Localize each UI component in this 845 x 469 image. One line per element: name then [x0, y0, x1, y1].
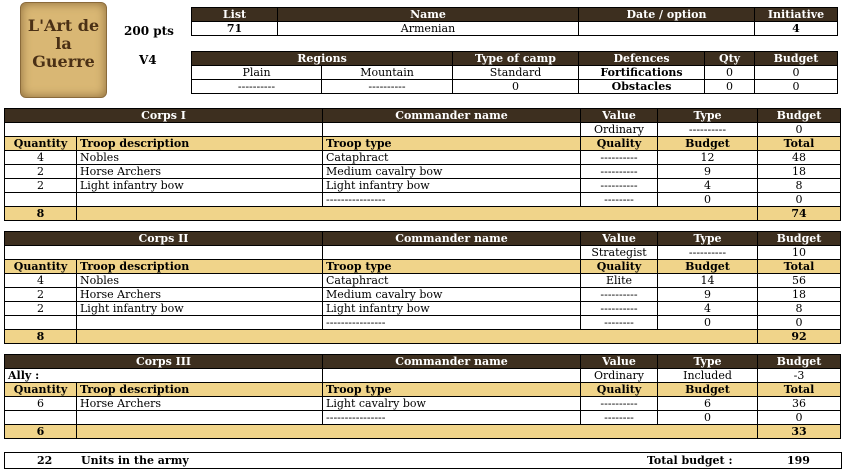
troop-quantity	[5, 411, 77, 425]
troop-quantity: 2	[5, 165, 77, 179]
value-header: Value	[581, 355, 658, 369]
corps-table	[4, 231, 841, 344]
unit-budget-header: Budget	[658, 137, 758, 151]
points-value: 200 pts	[124, 24, 174, 38]
troop-description: Nobles	[77, 151, 323, 165]
quality-header: Quality	[581, 383, 658, 397]
troop-total: 36	[758, 397, 841, 411]
corps-quantity-sum: 8	[5, 207, 77, 221]
total-header: Total	[758, 383, 841, 397]
troop-total: 8	[758, 179, 841, 193]
troop-quantity: 2	[5, 179, 77, 193]
troop-description	[77, 193, 323, 207]
troop-type: Cataphract	[323, 151, 581, 165]
troop-type: ----------------	[323, 411, 581, 425]
version-label: V4	[139, 53, 157, 67]
troop-type: ----------------	[323, 316, 581, 330]
obstacles-label: Obstacles	[579, 80, 705, 94]
value-header: Value	[581, 232, 658, 246]
troop-description: Nobles	[77, 274, 323, 288]
troop-type: Light infantry bow	[323, 179, 581, 193]
troop-total: 8	[758, 302, 841, 316]
troop-budget: 9	[658, 288, 758, 302]
ally-label: Ally :	[5, 369, 323, 383]
fortifications-budget: 0	[755, 66, 838, 80]
troop-description: Light infantry bow	[77, 179, 323, 193]
corps-quantity-sum: 8	[5, 330, 77, 344]
troop-type: Light infantry bow	[323, 302, 581, 316]
fortifications-label: Fortifications	[579, 66, 705, 80]
fortifications-qty: 0	[705, 66, 755, 80]
region-mountain: Mountain	[322, 66, 453, 80]
defences-header: Defences	[579, 52, 705, 66]
commander-value: Strategist	[581, 246, 658, 260]
commander-header: Commander name	[323, 355, 581, 369]
budget-header: Budget	[758, 232, 841, 246]
quality-header: Quality	[581, 137, 658, 151]
troop-type: Light cavalry bow	[323, 397, 581, 411]
corps-total-sum: 74	[758, 207, 841, 221]
commander-budget: 10	[758, 246, 841, 260]
troop-description	[77, 411, 323, 425]
corps-quantity-sum: 6	[5, 425, 77, 439]
troop-type-header: Troop type	[323, 260, 581, 274]
commander-value: Ordinary	[581, 369, 658, 383]
obstacles-budget: 0	[755, 80, 838, 94]
army-summary	[4, 452, 842, 469]
value-header: Value	[581, 109, 658, 123]
quantity-header: Quantity	[5, 137, 77, 151]
troop-type-header: Troop type	[323, 137, 581, 151]
commander-type: ----------	[658, 123, 758, 137]
logo-text: L'Art de la Guerre	[27, 16, 100, 71]
unit-budget-header: Budget	[658, 383, 758, 397]
troop-row	[5, 302, 841, 316]
troop-total: 0	[758, 411, 841, 425]
commander-budget: -3	[758, 369, 841, 383]
corps-total-sum: 33	[758, 425, 841, 439]
ally-label	[5, 123, 323, 137]
troop-quality: ----------	[581, 165, 658, 179]
troop-budget: 0	[658, 411, 758, 425]
troop-description	[77, 316, 323, 330]
troop-description: Horse Archers	[77, 288, 323, 302]
troop-row	[5, 316, 841, 330]
troop-type: Medium cavalry bow	[323, 165, 581, 179]
type-header: Type	[658, 232, 758, 246]
troop-quality: --------	[581, 193, 658, 207]
commander-header: Commander name	[323, 232, 581, 246]
troop-row	[5, 397, 841, 411]
army-name: Armenian	[278, 22, 579, 36]
troop-budget: 0	[658, 193, 758, 207]
corps-name: Corps I	[5, 109, 323, 123]
list-header: List	[192, 8, 278, 22]
total-budget-value: 199	[787, 454, 810, 467]
troop-budget: 9	[658, 165, 758, 179]
troop-row	[5, 288, 841, 302]
camp-header: Type of camp	[453, 52, 579, 66]
troop-total: 0	[758, 193, 841, 207]
troop-type: Medium cavalry bow	[323, 288, 581, 302]
quantity-header: Quantity	[5, 383, 77, 397]
troop-row	[5, 179, 841, 193]
units-count: 22	[37, 454, 53, 467]
troop-quantity: 2	[5, 288, 77, 302]
troop-quality: Elite	[581, 274, 658, 288]
troop-description-header: Troop description	[77, 383, 323, 397]
date-value	[579, 22, 755, 36]
troop-type-header: Troop type	[323, 383, 581, 397]
type-header: Type	[658, 355, 758, 369]
troop-quality: --------	[581, 411, 658, 425]
total-budget-label: Total budget :	[647, 454, 733, 467]
corps-name: Corps II	[5, 232, 323, 246]
corps-table	[4, 108, 841, 221]
troop-row	[5, 411, 841, 425]
troop-budget: 6	[658, 397, 758, 411]
troop-quantity: 4	[5, 151, 77, 165]
commander-type: Included	[658, 369, 758, 383]
commander-name	[323, 246, 581, 260]
troop-row	[5, 193, 841, 207]
region-plain: Plain	[192, 66, 322, 80]
corps-sum-spacer	[77, 425, 758, 439]
troop-quantity	[5, 193, 77, 207]
troop-description: Horse Archers	[77, 165, 323, 179]
troop-row	[5, 165, 841, 179]
troop-description-header: Troop description	[77, 137, 323, 151]
camp-budget: 0	[453, 80, 579, 94]
unit-budget-header: Budget	[658, 260, 758, 274]
troop-budget: 4	[658, 302, 758, 316]
commander-header: Commander name	[323, 109, 581, 123]
regions-table	[191, 51, 838, 94]
units-label: Units in the army	[81, 454, 189, 467]
ally-label	[5, 246, 323, 260]
troop-quality: --------	[581, 316, 658, 330]
list-value: 71	[192, 22, 278, 36]
troop-quality: ----------	[581, 151, 658, 165]
troop-total: 0	[758, 316, 841, 330]
initiative-header: Initiative	[755, 8, 838, 22]
troop-type: ----------------	[323, 193, 581, 207]
troop-quantity: 4	[5, 274, 77, 288]
troop-quality: ----------	[581, 397, 658, 411]
troop-total: 56	[758, 274, 841, 288]
troop-total: 18	[758, 288, 841, 302]
troop-total: 48	[758, 151, 841, 165]
budget-header: Budget	[758, 109, 841, 123]
troop-quantity: 2	[5, 302, 77, 316]
budget-header: Budget	[755, 52, 838, 66]
commander-budget: 0	[758, 123, 841, 137]
troop-total: 18	[758, 165, 841, 179]
initiative-value: 4	[755, 22, 838, 36]
troop-budget: 12	[658, 151, 758, 165]
total-header: Total	[758, 260, 841, 274]
troop-description: Horse Archers	[77, 397, 323, 411]
name-header: Name	[278, 8, 579, 22]
troop-type: Cataphract	[323, 274, 581, 288]
commander-name	[323, 369, 581, 383]
troop-budget: 0	[658, 316, 758, 330]
quality-header: Quality	[581, 260, 658, 274]
corps-sum-spacer	[77, 207, 758, 221]
date-header: Date / option	[579, 8, 755, 22]
corps-sum-spacer	[77, 330, 758, 344]
budget-header: Budget	[758, 355, 841, 369]
commander-name	[323, 123, 581, 137]
troop-quality: ----------	[581, 302, 658, 316]
corps-total-sum: 92	[758, 330, 841, 344]
troop-row	[5, 274, 841, 288]
corps-table	[4, 354, 841, 439]
camp-type: Standard	[453, 66, 579, 80]
corps-name: Corps III	[5, 355, 323, 369]
logo	[20, 2, 107, 98]
region-third: ----------	[192, 80, 322, 94]
troop-quality: ----------	[581, 179, 658, 193]
troop-quantity: 6	[5, 397, 77, 411]
troop-row	[5, 151, 841, 165]
troop-budget: 14	[658, 274, 758, 288]
troop-quantity	[5, 316, 77, 330]
regions-header: Regions	[192, 52, 453, 66]
troop-description: Light infantry bow	[77, 302, 323, 316]
troop-quality: ----------	[581, 288, 658, 302]
list-table	[191, 7, 838, 36]
qty-header: Qty	[705, 52, 755, 66]
troop-description-header: Troop description	[77, 260, 323, 274]
quantity-header: Quantity	[5, 260, 77, 274]
total-header: Total	[758, 137, 841, 151]
region-fourth: ----------	[322, 80, 453, 94]
obstacles-qty: 0	[705, 80, 755, 94]
troop-budget: 4	[658, 179, 758, 193]
commander-value: Ordinary	[581, 123, 658, 137]
commander-type: ----------	[658, 246, 758, 260]
type-header: Type	[658, 109, 758, 123]
